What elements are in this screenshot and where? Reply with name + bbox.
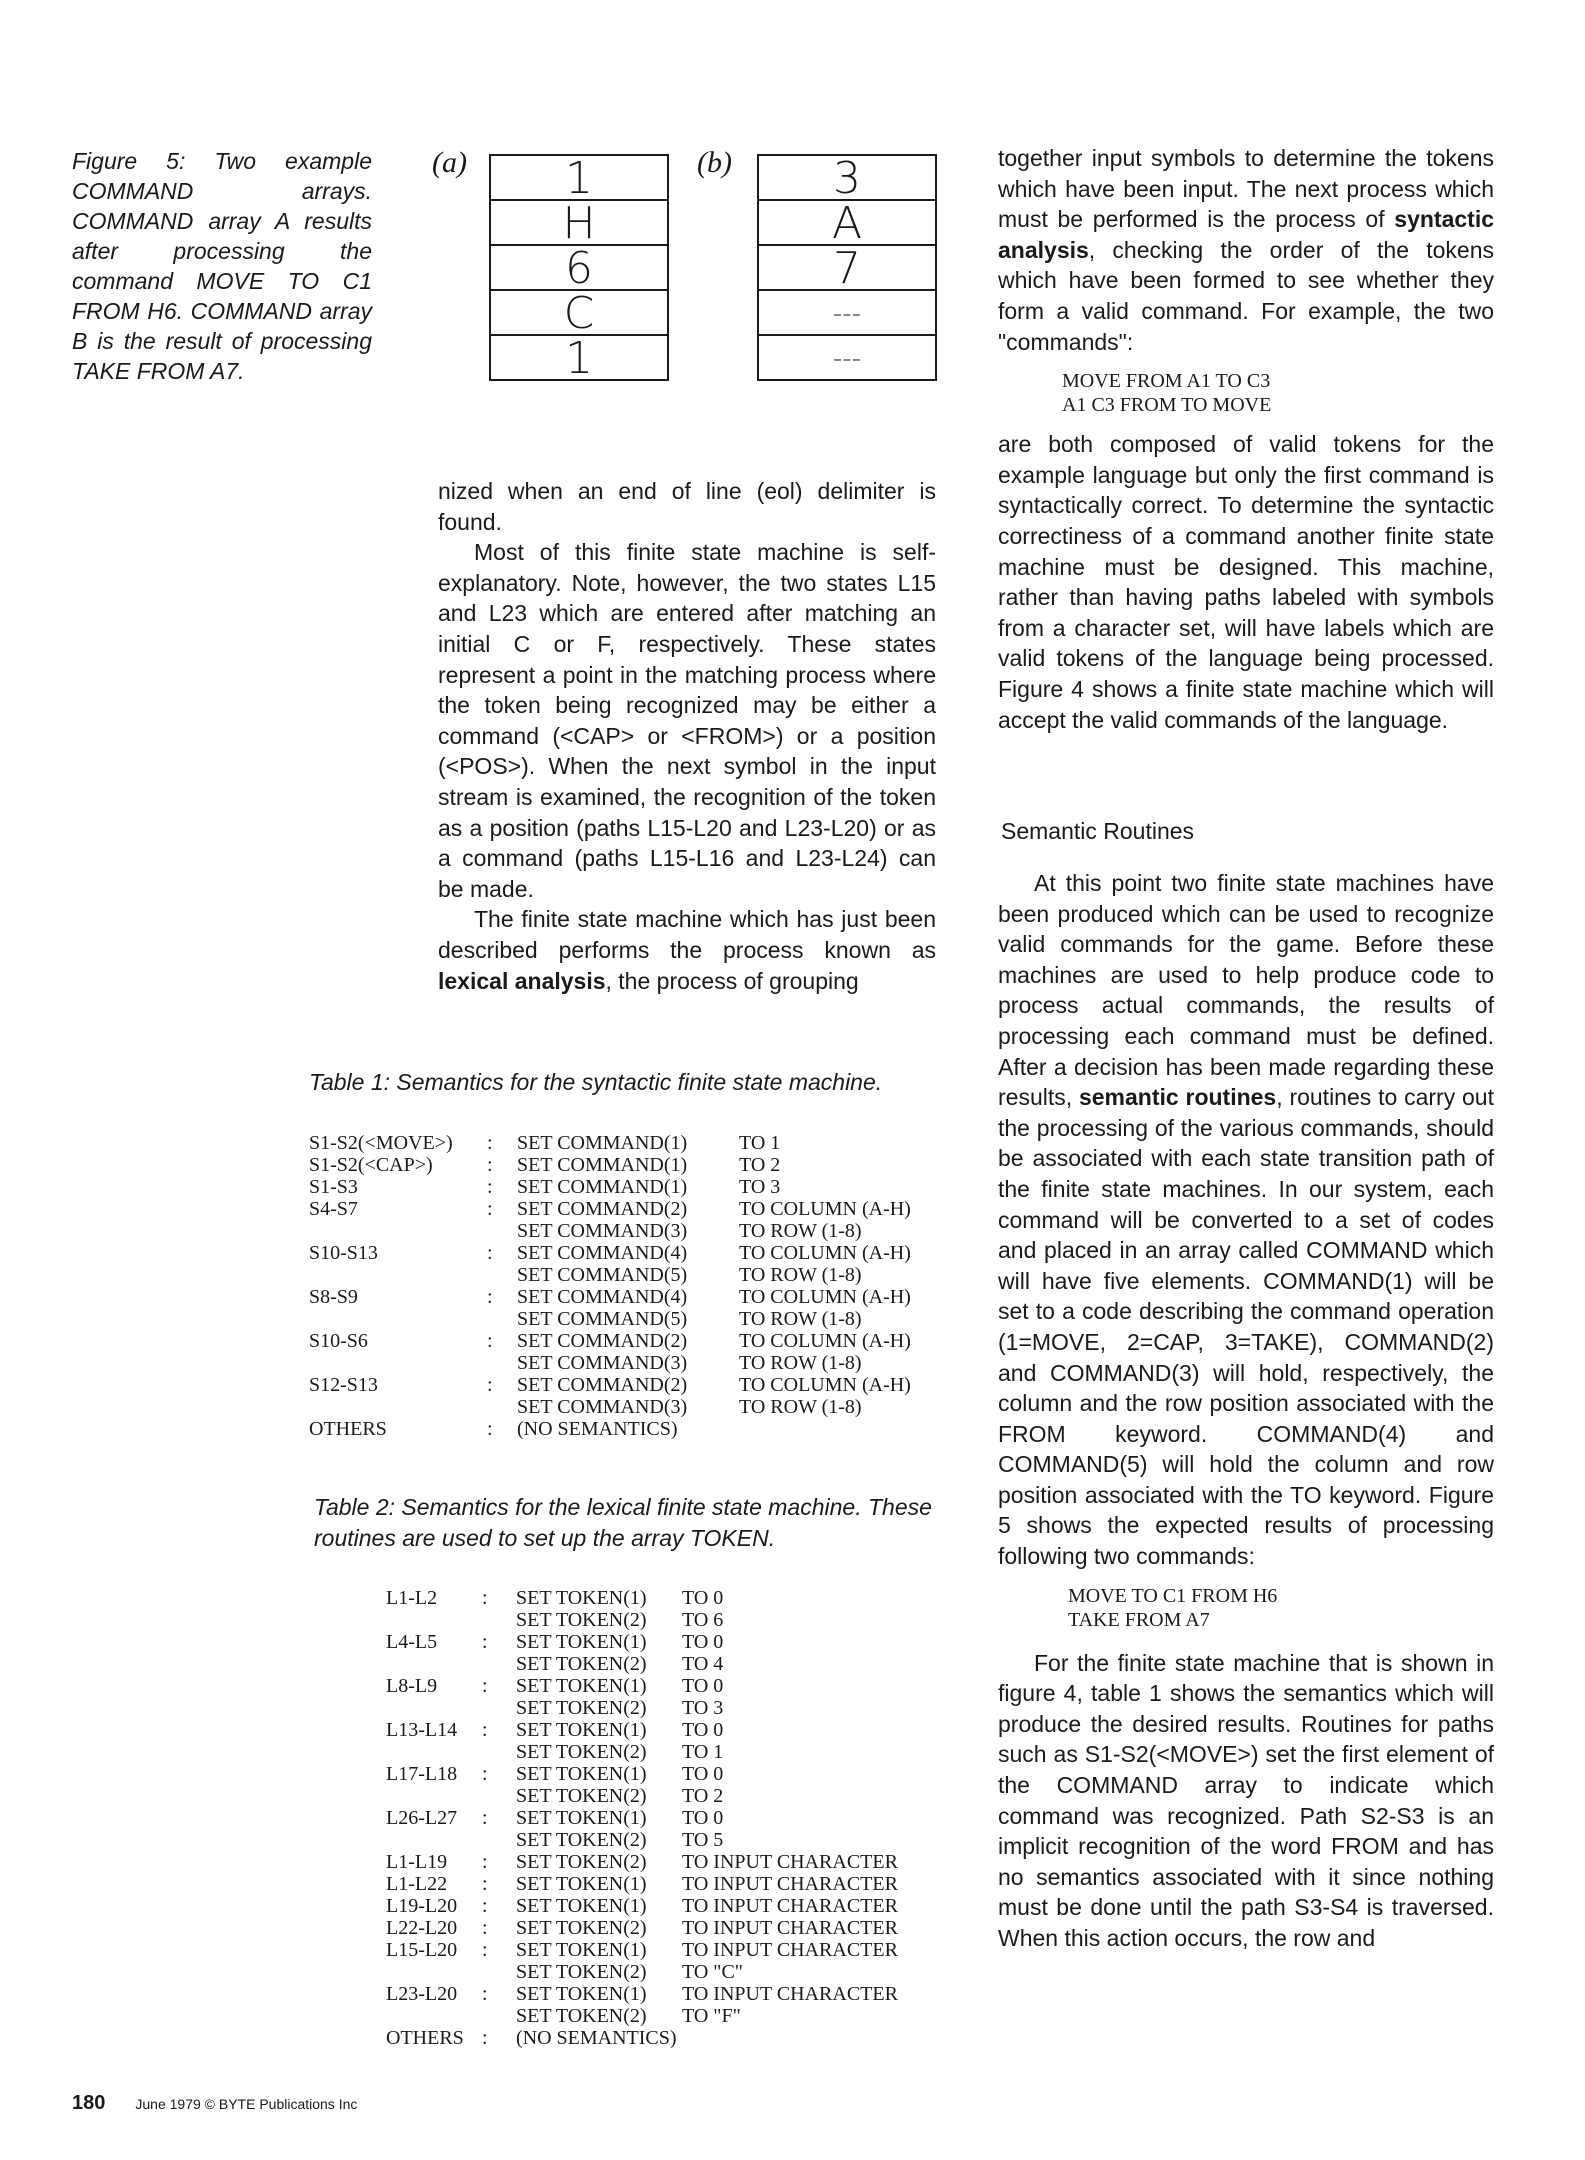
table-cell: SET COMMAND(5) <box>517 1308 688 1330</box>
table-cell: SET TOKEN(2) <box>516 1851 647 1873</box>
table-row <box>386 1961 898 1983</box>
table-row <box>386 1763 898 1785</box>
array-b-cell: 3 <box>759 156 935 201</box>
table-cell <box>487 1396 517 1418</box>
table-cell: : <box>482 2027 488 2049</box>
table-cell: TO COLUMN (A-H) <box>739 1286 911 1308</box>
table-cell: SET COMMAND(5) <box>517 1264 688 1286</box>
table-row <box>309 1154 911 1176</box>
table-row <box>386 1873 898 1895</box>
table-cell: : <box>487 1154 493 1176</box>
table-cell <box>386 1697 482 1719</box>
table-cell: L13-L14 <box>386 1719 458 1741</box>
table-cell: TO 1 <box>682 1741 724 1763</box>
table-cell: L1-L2 <box>386 1587 438 1609</box>
table-cell <box>386 2005 482 2027</box>
table-row <box>309 1132 911 1154</box>
table-cell: SET TOKEN(2) <box>516 1653 647 1675</box>
term-syntactic-analysis: syntactic analysis <box>998 206 1494 263</box>
right-column-part1 <box>998 143 1494 735</box>
table-cell: TO ROW (1-8) <box>739 1308 862 1330</box>
table-cell: SET COMMAND(2) <box>517 1374 688 1396</box>
figure-caption: Figure 5: Two example COMMAND arrays. COMMAND array A results after processing the command MOVE TO C1 FROM H6. COMMAND array B is the result of processing TAKE FROM A7. <box>72 148 372 384</box>
array-a-label: (a) <box>432 146 467 179</box>
table-cell <box>482 1741 516 1763</box>
table-cell <box>309 1264 487 1286</box>
table-row <box>309 1396 911 1418</box>
table-cell <box>386 1741 482 1763</box>
table-row <box>386 1917 898 1939</box>
table-row <box>386 1587 898 1609</box>
table-cell: SET TOKEN(2) <box>516 1917 647 1939</box>
table-cell: L1-L22 <box>386 1873 448 1895</box>
table-cell: SET TOKEN(1) <box>516 1719 647 1741</box>
array-b-label: (b) <box>697 146 732 179</box>
table-cell: TO INPUT CHARACTER <box>682 1917 898 1939</box>
example-commands-1: MOVE FROM A1 TO C3 A1 C3 FROM TO MOVE <box>1062 370 1272 417</box>
table-cell: SET TOKEN(1) <box>516 1873 647 1895</box>
table-cell: SET TOKEN(1) <box>516 1587 647 1609</box>
array-a-cell: 1 <box>565 336 593 379</box>
table-cell: : <box>482 1807 488 1829</box>
table-cell: SET TOKEN(2) <box>516 1697 647 1719</box>
table-cell: TO 1 <box>739 1132 781 1154</box>
table-cell: TO ROW (1-8) <box>739 1220 862 1242</box>
table-row <box>386 1807 898 1829</box>
array-b-cell: A <box>759 201 935 246</box>
table-cell: TO 3 <box>682 1697 724 1719</box>
table-cell: TO COLUMN (A-H) <box>739 1374 911 1396</box>
table-cell: SET TOKEN(1) <box>516 1631 647 1653</box>
table-row <box>386 1741 898 1763</box>
table-cell: TO ROW (1-8) <box>739 1264 862 1286</box>
table-cell <box>386 1653 482 1675</box>
table-row <box>386 1675 898 1697</box>
table-row <box>309 1418 911 1440</box>
table-cell: S4-S7 <box>309 1198 358 1220</box>
table-cell: : <box>482 1983 488 2005</box>
table-cell: : <box>482 1895 488 1917</box>
table-cell <box>482 1609 516 1631</box>
table-cell <box>386 1609 482 1631</box>
command-array-a <box>489 154 669 381</box>
footer-text: June 1979 © BYTE Publications Inc <box>135 2096 358 2112</box>
array-b-cell: --- <box>759 291 935 336</box>
paragraph: At this point two finite state machines have been produced which can be used to recognize valid commands for the game. Before these machines are used to help produce code to process actual commands, the results of processing each command must be defined. After a decision has been made regarding these results, semantic routines, routines to carry out the processing of the various commands, should be associated with each state transition path of the finite state machines. In our system, each command will be converted to a set of codes and placed in an array called COMMAND which will have five elements. COMMAND(1) will be set to a code describing the command operation (1=MOVE, 2=CAP, 3=TAKE), COMMAND(2) and COMMAND(3) will hold, respectively, the column and the row position associated with the FROM keyword. COMMAND(4) and COMMAND(5) will hold the column and row position associated with the TO keyword. Figure 5 shows the expected results of processing following two commands: <box>998 870 1494 1570</box>
table-cell: : <box>482 1763 488 1785</box>
table1 <box>309 1132 911 1440</box>
term-semantic-routines: semantic routines <box>1078 1084 1277 1111</box>
table-cell <box>487 1264 517 1286</box>
table-cell: S10-S6 <box>309 1330 368 1352</box>
paragraph: nized when an end of line (eol) delimiter is found. <box>438 478 936 535</box>
table-cell <box>487 1352 517 1374</box>
array-b-cell: 7 <box>759 246 935 291</box>
middle-column-text <box>438 476 936 996</box>
table-cell: SET COMMAND(2) <box>517 1330 688 1352</box>
table-cell: S10-S13 <box>309 1242 378 1264</box>
array-a-cell: C <box>491 291 667 336</box>
table-cell <box>482 1829 516 1851</box>
table-cell <box>482 1653 516 1675</box>
table-cell: L1-L19 <box>386 1851 448 1873</box>
table-cell: L4-L5 <box>386 1631 438 1653</box>
table-cell <box>482 1961 516 1983</box>
table-cell: TO 0 <box>682 1587 724 1609</box>
table-cell: L19-L20 <box>386 1895 458 1917</box>
table-row <box>309 1374 911 1396</box>
table-cell: SET TOKEN(1) <box>516 1675 647 1697</box>
table-row <box>386 1785 898 1807</box>
table-cell: SET TOKEN(2) <box>516 1829 647 1851</box>
table-row <box>309 1242 911 1264</box>
table-cell: OTHERS <box>309 1418 387 1440</box>
table-cell: : <box>482 1675 488 1697</box>
table-cell: TO 6 <box>682 1609 724 1631</box>
paragraph: The finite state machine which has just been described performs the process known as lexical analysis, the process of grouping <box>438 906 936 994</box>
table-cell: : <box>487 1132 493 1154</box>
example-commands-2: MOVE TO C1 FROM H6 TAKE FROM A7 <box>1068 1584 1278 1631</box>
paragraph: Most of this finite state machine is self-explanatory. Note, however, the two states L15 and L23 which are entered after matching an initial C or F, respectively. These states represent a point in the matching process where the token being recognized may be either a command (<CAP> or <FROM>) or a position (<POS>). When the next symbol in the input stream is examined, the recognition of the token as a position (paths L15-L20 and L23-L20) or as a command (paths L15-L16 and L23-L24) can be made. <box>438 539 936 902</box>
table-cell: : <box>487 1330 493 1352</box>
table-cell: SET COMMAND(1) <box>517 1154 688 1176</box>
table-cell: : <box>482 1587 488 1609</box>
array-b-cell: --- <box>832 344 862 374</box>
table-cell: TO 5 <box>682 1829 724 1851</box>
table-cell: TO 0 <box>682 1807 724 1829</box>
table-cell: TO INPUT CHARACTER <box>682 1939 898 1961</box>
table-cell: L23-L20 <box>386 1983 458 2005</box>
table-cell <box>482 2005 516 2027</box>
table-cell: SET TOKEN(1) <box>516 1939 647 1961</box>
array-a-cell: 1 <box>491 156 667 201</box>
table-cell: : <box>487 1286 493 1308</box>
table-cell: TO 2 <box>682 1785 724 1807</box>
table-cell: TO 0 <box>682 1763 724 1785</box>
table-cell: SET TOKEN(1) <box>516 1807 647 1829</box>
table-row <box>309 1330 911 1352</box>
table-cell: : <box>482 1917 488 1939</box>
table-cell: SET COMMAND(3) <box>517 1352 688 1374</box>
table-cell: : <box>487 1198 493 1220</box>
table-cell <box>487 1308 517 1330</box>
table-cell: TO COLUMN (A-H) <box>739 1198 911 1220</box>
table-cell <box>487 1220 517 1242</box>
table-cell <box>309 1352 487 1374</box>
table-cell <box>482 1785 516 1807</box>
table-cell: SET COMMAND(1) <box>517 1176 688 1198</box>
table1-caption: Table 1: Semantics for the syntactic finite state machine. <box>309 1069 883 1095</box>
right-column-part2 <box>998 868 1494 1954</box>
table-row <box>386 1895 898 1917</box>
table-row <box>309 1220 911 1242</box>
table-row <box>309 1264 911 1286</box>
table-cell: S8-S9 <box>309 1286 358 1308</box>
table-cell: TO 4 <box>682 1653 724 1675</box>
table-cell: SET COMMAND(4) <box>517 1286 688 1308</box>
table-cell: TO ROW (1-8) <box>739 1396 862 1418</box>
table-cell: : <box>487 1242 493 1264</box>
table-cell: SET COMMAND(2) <box>517 1198 688 1220</box>
table-cell: SET TOKEN(1) <box>516 1895 647 1917</box>
table-cell: TO INPUT CHARACTER <box>682 1873 898 1895</box>
table-cell: SET TOKEN(2) <box>516 2005 647 2027</box>
table-cell <box>482 1697 516 1719</box>
paragraph: are both composed of valid tokens for the example language but only the first command is syntactically correct. To determine the syntactic correctiness of a command another finite state machine must be designed. This machine, rather than having paths labeled with symbols from a character set, will have labels which are valid tokens of the language being processed. Figure 4 shows a finite state machine which will accept the valid commands of the language. <box>998 431 1494 733</box>
table-cell: TO 0 <box>682 1719 724 1741</box>
table-row <box>386 1829 898 1851</box>
page-number: 180 <box>72 2092 106 2114</box>
table-cell: : <box>487 1176 493 1198</box>
table-row <box>386 1939 898 1961</box>
table-cell: SET COMMAND(1) <box>517 1132 688 1154</box>
table-row <box>309 1308 911 1330</box>
table-cell: (NO SEMANTICS) <box>517 1418 678 1440</box>
table-row <box>386 2005 898 2027</box>
table-cell: TO 3 <box>739 1176 781 1198</box>
table-cell: TO 0 <box>682 1631 724 1653</box>
table-cell <box>309 1220 487 1242</box>
array-a-cell: 6 <box>491 246 667 291</box>
table-cell: TO INPUT CHARACTER <box>682 1851 898 1873</box>
table-cell: TO INPUT CHARACTER <box>682 1895 898 1917</box>
table-row <box>386 1653 898 1675</box>
table-row <box>386 1631 898 1653</box>
table-cell: : <box>487 1374 493 1396</box>
table-row <box>309 1286 911 1308</box>
table-cell: TO "C" <box>682 1961 743 1983</box>
array-a-cell: H <box>491 201 667 246</box>
table-cell: OTHERS <box>386 2027 464 2049</box>
table-cell: : <box>482 1873 488 1895</box>
table-cell <box>309 1396 487 1418</box>
table-cell: : <box>482 1939 488 1961</box>
page-footer <box>72 2092 357 2115</box>
table-cell <box>386 1961 482 1983</box>
term-lexical-analysis: lexical analysis <box>438 967 606 994</box>
table2-caption: Table 2: Semantics for the lexical finite state machine. These routines are used to set up the array TOKEN. <box>314 1494 932 1551</box>
table-cell: TO INPUT CHARACTER <box>682 1983 898 2005</box>
table-row <box>386 2027 898 2049</box>
table-cell: : <box>482 1719 488 1741</box>
table-cell: TO 0 <box>682 1675 724 1697</box>
table-cell: : <box>482 1851 488 1873</box>
table-cell: TO COLUMN (A-H) <box>739 1242 911 1264</box>
section-heading: Semantic Routines <box>1001 818 1195 844</box>
table-cell: SET TOKEN(2) <box>516 1785 647 1807</box>
table-cell <box>739 1418 911 1440</box>
table-cell: L22-L20 <box>386 1917 458 1939</box>
table-row <box>386 1983 898 2005</box>
table-cell: S1-S3 <box>309 1176 358 1198</box>
table-cell: L8-L9 <box>386 1675 438 1697</box>
table-cell: (NO SEMANTICS) <box>516 2027 677 2049</box>
command-array-b <box>757 154 937 381</box>
table-row <box>309 1352 911 1374</box>
table-cell: SET COMMAND(4) <box>517 1242 688 1264</box>
table-row <box>386 1719 898 1741</box>
table-cell: L26-L27 <box>386 1807 458 1829</box>
table-cell: L17-L18 <box>386 1763 458 1785</box>
table-cell: SET TOKEN(2) <box>516 1609 647 1631</box>
table-cell: : <box>482 1631 488 1653</box>
table-cell <box>682 2027 898 2049</box>
table-row <box>386 1697 898 1719</box>
table-cell <box>309 1308 487 1330</box>
table-cell: SET TOKEN(2) <box>516 1741 647 1763</box>
table-cell: TO "F" <box>682 2005 741 2027</box>
table-cell: S1-S2(<CAP>) <box>309 1154 433 1176</box>
table-cell: TO 2 <box>739 1154 781 1176</box>
table-row <box>386 1609 898 1631</box>
table-cell: TO ROW (1-8) <box>739 1352 862 1374</box>
table-cell: : <box>487 1418 493 1440</box>
paragraph: For the finite state machine that is shown in figure 4, table 1 shows the semantics which will produce the desired results. Routines for paths such as S1-S2(<MOVE>) set the first element of the COMMAND array to indicate which command was recognized. Path S2-S3 is an implicit recognition of the word FROM and has no semantics associated with it since nothing must be done until the path S3-S4 is traversed. When this action occurs, the row and <box>998 1649 1494 1951</box>
table-cell: SET TOKEN(2) <box>516 1961 647 1983</box>
table-cell: SET COMMAND(3) <box>517 1220 688 1242</box>
table-cell: TO COLUMN (A-H) <box>739 1330 911 1352</box>
table-cell: SET COMMAND(3) <box>517 1396 688 1418</box>
paragraph: together input symbols to determine the tokens which have been input. The next process which must be performed is the process of syntactic analysis, checking the order of the tokens which have been formed to see whether they form a valid command. For example, the two "commands": <box>998 145 1494 355</box>
table-cell: L15-L20 <box>386 1939 458 1961</box>
table-cell: S1-S2(<MOVE>) <box>309 1132 453 1154</box>
table-cell: SET TOKEN(1) <box>516 1763 647 1785</box>
table-row <box>309 1198 911 1220</box>
table-row <box>386 1851 898 1873</box>
table-row <box>309 1176 911 1198</box>
table-cell <box>386 1829 482 1851</box>
table-cell: S12-S13 <box>309 1374 378 1396</box>
table-cell <box>386 1785 482 1807</box>
table2 <box>386 1587 898 2049</box>
table-cell: SET TOKEN(1) <box>516 1983 647 2005</box>
